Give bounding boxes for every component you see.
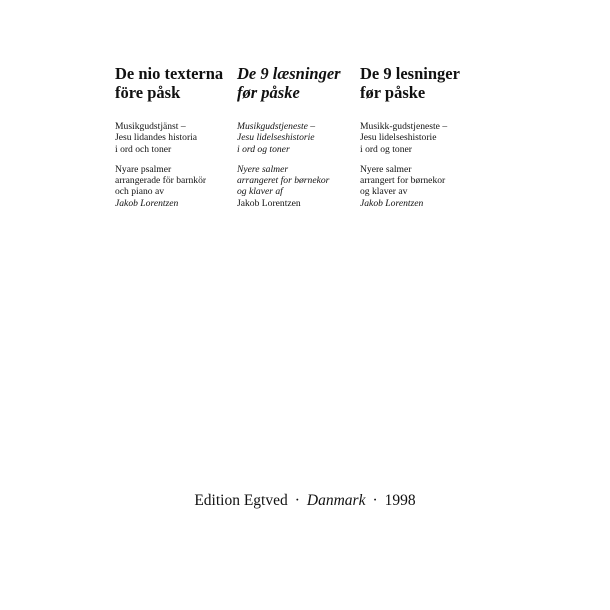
swedish-credit [115,164,233,209]
publication-year: 1998 [384,492,416,509]
credit-line: Nyare psalmer [115,163,172,175]
subtitle-line: Jesu lidelseshistorie [237,132,315,144]
norwegian-column [360,64,478,209]
separator: · [372,492,378,509]
country-name: Danmark [306,492,366,509]
norwegian-credit [360,164,478,209]
separator: · [294,492,300,509]
subtitle-line: i ord og toner [360,143,412,155]
subtitle-line: Musikk-gudstjeneste – [360,121,448,132]
arranger-name: Jakob Lorentzen [360,197,424,209]
credit-line: arrangert for børnekor [360,175,446,187]
credit-line: og klaver av [360,186,408,198]
subtitle-line: i ord og toner [237,143,290,155]
publisher-name: Edition Egtved [194,492,288,509]
swedish-subtitle [115,121,233,155]
subtitle-line: Jesu lidandes historia [115,132,198,144]
norwegian-subtitle [360,121,478,155]
swedish-column [115,64,233,209]
subtitle-line: Musikgudstjeneste – [237,121,316,132]
title-line: før påske [360,83,426,102]
danish-column [237,64,355,209]
publisher-imprint [0,492,610,510]
subtitle-line: Musikgudstjänst – [115,121,186,132]
subtitle-line: Jesu lidelseshistorie [360,132,437,144]
title-line: före påsk [115,83,181,102]
credit-line: arrangeret for børnekor [237,175,330,187]
title-line: før påske [237,83,300,102]
title-line: De 9 læsninger [237,64,341,83]
credit-line: och piano av [115,186,165,198]
credit-line: Nyere salmer [360,163,412,175]
credit-line: arrangerade för barnkör [115,175,207,187]
arranger-name: Jakob Lorentzen [237,197,301,209]
arranger-name: Jakob Lorentzen [115,197,179,209]
danish-credit [237,164,355,209]
danish-subtitle [237,121,355,155]
credit-line: Nyere salmer [237,163,289,175]
norwegian-title [360,64,478,102]
danish-title [237,64,355,102]
subtitle-line: i ord och toner [115,143,172,155]
swedish-title [115,64,233,102]
credit-line: og klaver af [237,186,283,198]
title-line: De 9 lesninger [360,64,460,83]
title-line: De nio texterna [115,64,224,83]
